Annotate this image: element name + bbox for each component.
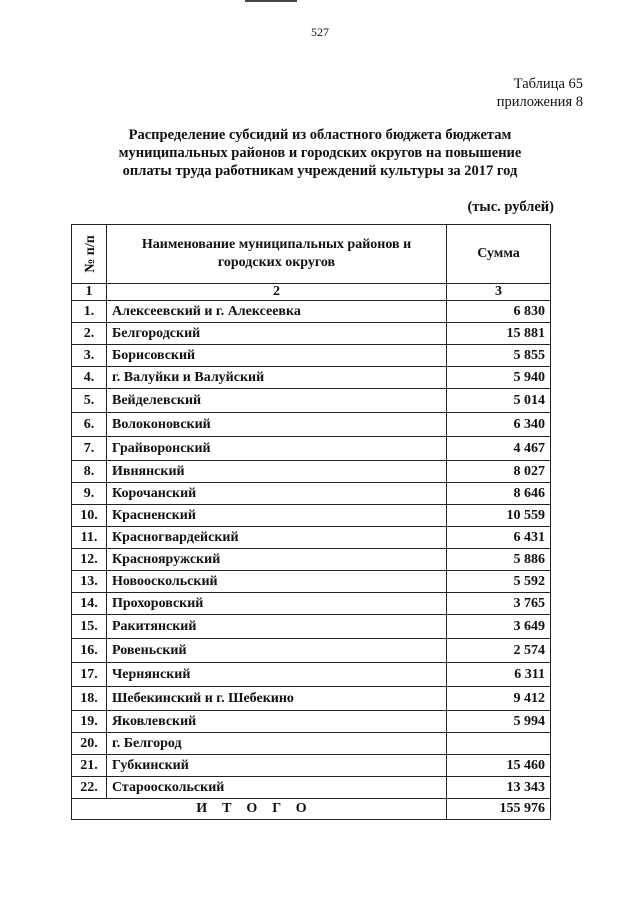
table-row: [72, 389, 551, 413]
units-label: (тыс. рублей): [467, 199, 554, 215]
header-name-line: городских округов: [217, 255, 336, 270]
row-number: 4.: [72, 367, 107, 389]
municipality-name: Красненский: [107, 505, 447, 527]
subsidy-sum: 5 855: [447, 345, 551, 367]
table-header-row: [72, 225, 551, 284]
table-label: Таблица 65: [513, 76, 583, 92]
subsidy-table: [71, 224, 551, 820]
subsidy-sum: [447, 733, 551, 755]
table-row: [72, 461, 551, 483]
municipality-name: Новооскольский: [107, 571, 447, 593]
table-row: [72, 367, 551, 389]
row-number: 11.: [72, 527, 107, 549]
subsidy-sum: 4 467: [447, 437, 551, 461]
subsidy-sum: 8 646: [447, 483, 551, 505]
total-label: ИТОГО: [72, 799, 447, 820]
title-line: оплаты труда работникам учреждений культуры за 2017 год: [122, 163, 518, 179]
header-name: [107, 225, 447, 284]
row-number: 14.: [72, 593, 107, 615]
subsidy-sum: 5 940: [447, 367, 551, 389]
row-number: 7.: [72, 437, 107, 461]
table-row: [72, 437, 551, 461]
municipality-name: Алексеевский и г. Алексеевка: [107, 301, 447, 323]
municipality-name: Грайворонский: [107, 437, 447, 461]
row-number: 3.: [72, 345, 107, 367]
header-sum: Сумма: [447, 225, 551, 284]
municipality-name: Шебекинский и г. Шебекино: [107, 687, 447, 711]
subsidy-sum: 15 881: [447, 323, 551, 345]
column-index-row: [72, 284, 551, 301]
municipality-name: Вейделевский: [107, 389, 447, 413]
document-title: [80, 126, 560, 180]
municipality-name: Волоконовский: [107, 413, 447, 437]
municipality-name: Чернянский: [107, 663, 447, 687]
row-number: 12.: [72, 549, 107, 571]
table-row: [72, 687, 551, 711]
row-number: 9.: [72, 483, 107, 505]
table-row: [72, 571, 551, 593]
row-number: 2.: [72, 323, 107, 345]
column-index: 2: [107, 284, 447, 301]
row-number: 18.: [72, 687, 107, 711]
subsidy-sum: 6 340: [447, 413, 551, 437]
table-row: [72, 755, 551, 777]
municipality-name: Корочанский: [107, 483, 447, 505]
municipality-name: Красногвардейский: [107, 527, 447, 549]
table-row: [72, 663, 551, 687]
table-row: [72, 483, 551, 505]
municipality-name: Яковлевский: [107, 711, 447, 733]
table-row: [72, 777, 551, 799]
title-line: муниципальных районов и городских округов на повышение: [118, 145, 522, 161]
header-name-line: Наименование муниципальных районов и: [141, 237, 412, 252]
row-number: 17.: [72, 663, 107, 687]
subsidy-sum: 5 592: [447, 571, 551, 593]
row-number: 19.: [72, 711, 107, 733]
subsidy-sum: 15 460: [447, 755, 551, 777]
subsidy-sum: 10 559: [447, 505, 551, 527]
municipality-name: Губкинский: [107, 755, 447, 777]
table-row: [72, 593, 551, 615]
subsidy-sum: 5 886: [447, 549, 551, 571]
table-row: [72, 301, 551, 323]
header-num-label: № п/п: [82, 235, 98, 273]
row-number: 5.: [72, 389, 107, 413]
row-number: 8.: [72, 461, 107, 483]
subsidy-sum: 2 574: [447, 639, 551, 663]
municipality-name: г. Белгород: [107, 733, 447, 755]
subsidy-sum: 9 412: [447, 687, 551, 711]
page-number: 527: [311, 25, 329, 39]
table-row: [72, 733, 551, 755]
table-row: [72, 505, 551, 527]
subsidy-sum: 3 765: [447, 593, 551, 615]
municipality-name: Прохоровский: [107, 593, 447, 615]
table-row: [72, 549, 551, 571]
row-number: 20.: [72, 733, 107, 755]
municipality-name: г. Валуйки и Валуйский: [107, 367, 447, 389]
subsidy-sum: 6 431: [447, 527, 551, 549]
column-index: 1: [72, 284, 107, 301]
row-number: 1.: [72, 301, 107, 323]
row-number: 10.: [72, 505, 107, 527]
municipality-name: Белгородский: [107, 323, 447, 345]
subsidy-sum: 5 014: [447, 389, 551, 413]
subsidy-sum: 3 649: [447, 615, 551, 639]
subsidy-sum: 8 027: [447, 461, 551, 483]
municipality-name: Борисовский: [107, 345, 447, 367]
title-line: Распределение субсидий из областного бюджета бюджетам: [128, 127, 512, 143]
municipality-name: Старооскольский: [107, 777, 447, 799]
table-row: [72, 345, 551, 367]
row-number: 15.: [72, 615, 107, 639]
municipality-name: Ракитянский: [107, 615, 447, 639]
table-row: [72, 527, 551, 549]
header-num: [72, 225, 107, 284]
column-index: 3: [447, 284, 551, 301]
row-number: 22.: [72, 777, 107, 799]
appendix-label: приложения 8: [496, 94, 583, 110]
row-number: 6.: [72, 413, 107, 437]
subsidy-sum: 6 830: [447, 301, 551, 323]
total-row: [72, 799, 551, 820]
row-number: 13.: [72, 571, 107, 593]
municipality-name: Ровеньский: [107, 639, 447, 663]
municipality-name: Ивнянский: [107, 461, 447, 483]
table-row: [72, 639, 551, 663]
subsidy-sum: 13 343: [447, 777, 551, 799]
top-edge-mark: [245, 0, 297, 2]
table-row: [72, 413, 551, 437]
row-number: 21.: [72, 755, 107, 777]
table-caption: [497, 75, 583, 111]
table-row: [72, 323, 551, 345]
table-row: [72, 615, 551, 639]
subsidy-sum: 5 994: [447, 711, 551, 733]
row-number: 16.: [72, 639, 107, 663]
municipality-name: Краснояружский: [107, 549, 447, 571]
subsidy-sum: 6 311: [447, 663, 551, 687]
table-row: [72, 711, 551, 733]
total-sum: 155 976: [447, 799, 551, 820]
